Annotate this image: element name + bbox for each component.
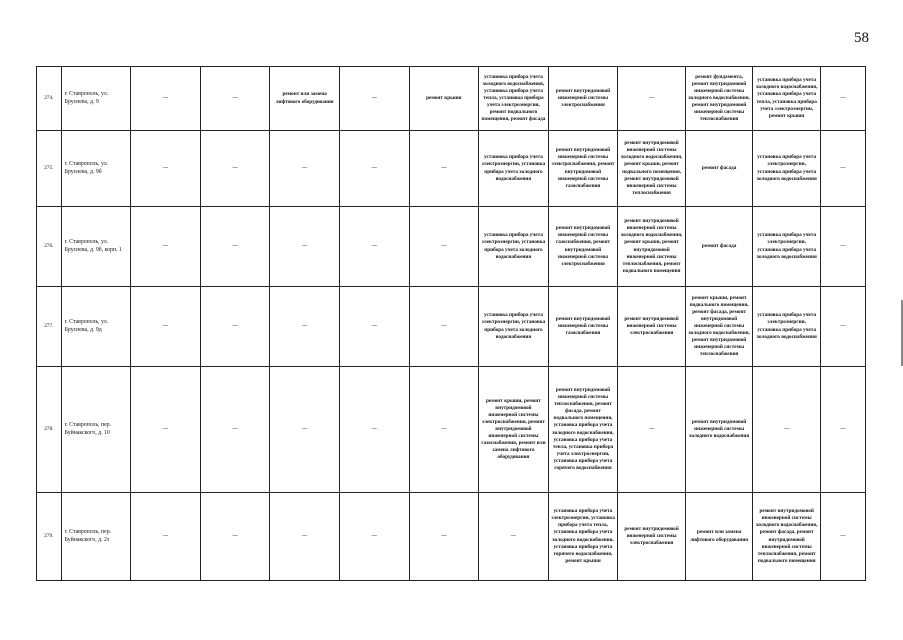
work-cell: — bbox=[131, 287, 201, 367]
work-cell: ремонт внутридомовой инженерной системы электроснабжения bbox=[618, 493, 686, 581]
work-cell: — bbox=[409, 131, 479, 207]
work-cell: — bbox=[479, 493, 549, 581]
work-cell: — bbox=[270, 131, 340, 207]
work-cell: — bbox=[270, 207, 340, 287]
page-number: 58 bbox=[854, 30, 869, 46]
table-row bbox=[37, 493, 866, 581]
work-cell: ремонт или замена лифтового оборудования bbox=[685, 493, 753, 581]
work-cell: ремонт внутридомовой инженерной системы холодного водоснабжения, ремонт крыши, ремонт внутридомовой инженерной системы теплоснабжения, ремонт подвального помещения bbox=[618, 207, 686, 287]
repair-schedule-table bbox=[36, 66, 866, 581]
work-cell: — bbox=[618, 67, 686, 131]
work-cell: — bbox=[200, 207, 270, 287]
work-cell: — bbox=[339, 287, 409, 367]
work-cell: — bbox=[409, 287, 479, 367]
work-cell: установка прибора учета электроэнергии, установка прибора учета холодного водоснабжения bbox=[479, 131, 549, 207]
work-cell: — bbox=[270, 493, 340, 581]
work-cell: ремонт внутридомовой инженерной системы холодного водоснабжения bbox=[685, 367, 753, 493]
work-cell: ремонт или замена лифтового оборудования bbox=[270, 67, 340, 131]
work-cell: — bbox=[200, 131, 270, 207]
work-cell: — bbox=[131, 207, 201, 287]
work-cell: ремонт внутридомовой инженерной системы газоснабжения bbox=[548, 287, 618, 367]
work-cell: установка прибора учета электроэнергии, установка прибора учета тепла, установка прибора учета холодного водоснабжения, установка прибора учета горячего водоснабжения, ремонт крыши bbox=[548, 493, 618, 581]
row-number: 278. bbox=[37, 367, 62, 493]
work-cell: — bbox=[270, 287, 340, 367]
work-cell: ремонт внутридомовой инженерной системы холодного водоснабжения, ремонт фасада, ремонт внутридомовой инженерной системы теплоснабжения, ремонт подвального помещения bbox=[753, 493, 821, 581]
table-row bbox=[37, 367, 866, 493]
work-cell: ремонт внутридомовой инженерной системы газоснабжения, ремонт внутридомовой инженерной системы электроснабжения bbox=[548, 207, 618, 287]
work-cell: ремонт фасада bbox=[685, 131, 753, 207]
work-cell: установка прибора учета электроэнергии, установка прибора учета холодного водоснабжения bbox=[479, 287, 549, 367]
work-cell: ремонт внутридомовой инженерной системы электроснабжения, ремонт внутридомовой инженерной системы газоснабжения bbox=[548, 131, 618, 207]
row-number: 276. bbox=[37, 207, 62, 287]
work-cell: — bbox=[409, 367, 479, 493]
work-cell: — bbox=[820, 131, 865, 207]
work-cell: — bbox=[820, 67, 865, 131]
work-cell: установка прибора учета электроэнергии, установка прибора учета холодного водоснабжения bbox=[753, 131, 821, 207]
work-cell: — bbox=[200, 287, 270, 367]
work-cell: ремонт внутридомовой инженерной системы электроснабжения bbox=[618, 287, 686, 367]
work-cell: — bbox=[618, 367, 686, 493]
work-cell: — bbox=[409, 493, 479, 581]
work-cell: — bbox=[339, 67, 409, 131]
table-row bbox=[37, 287, 866, 367]
work-cell: — bbox=[753, 367, 821, 493]
work-cell: ремонт фундамента, ремонт внутридомовой инженерной системы холодного водоснабжения, ремонт внутридомовой инженерной системы теплоснабжения bbox=[685, 67, 753, 131]
work-cell: — bbox=[200, 67, 270, 131]
work-cell: — bbox=[820, 493, 865, 581]
work-cell: — bbox=[409, 207, 479, 287]
work-cell: установка прибора учета холодного водоснабжения, установка прибора учета тепла, установка прибора учета электроэнергии, ремонт крыши bbox=[753, 67, 821, 131]
work-cell: — bbox=[131, 67, 201, 131]
work-cell: ремонт фасада bbox=[685, 207, 753, 287]
work-cell: — bbox=[131, 493, 201, 581]
row-number: 274. bbox=[37, 67, 62, 131]
row-number: 279. bbox=[37, 493, 62, 581]
work-cell: ремонт внутридомовой инженерной системы электроснабжения bbox=[548, 67, 618, 131]
address-cell: г. Ставрополь, пер. Буйнакского, д. 2з bbox=[61, 493, 131, 581]
work-cell: ремонт внутридомовой инженерной системы теплоснабжения, ремонт фасада, ремонт подвального помещения, установка прибора учета холодного водоснабжения, установка прибора учета тепла, установка прибора учета электроэнергии, установка прибора учета горячего водоснабжения bbox=[548, 367, 618, 493]
table-row bbox=[37, 207, 866, 287]
work-cell: — bbox=[820, 287, 865, 367]
work-cell: ремонт крыши, ремонт подвального помещения, ремонт фасада, ремонт внутридомовой инженерной системы холодного водоснабжения, ремонт внутридомовой инженерной системы теплоснабжения bbox=[685, 287, 753, 367]
work-cell: установка прибора учета холодного водоснабжения, установка прибора учета тепла, установка прибора учета электроэнергии, ремонт подвального помещения, ремонт фасада bbox=[479, 67, 549, 131]
table-row bbox=[37, 67, 866, 131]
work-cell: — bbox=[270, 367, 340, 493]
work-cell: — bbox=[339, 131, 409, 207]
table-row bbox=[37, 131, 866, 207]
work-cell: установка прибора учета электроэнергии, установка прибора учета холодного водоснабжения bbox=[753, 207, 821, 287]
work-cell: ремонт крыши, ремонт внутридомовой инженерной системы электроснабжения, ремонт внутридомовой инженерной системы газоснабжения, ремонт или замена лифтового оборудования bbox=[479, 367, 549, 493]
work-cell: ремонт крыши bbox=[409, 67, 479, 131]
work-cell: — bbox=[339, 207, 409, 287]
work-cell: ремонт внутридомовой инженерной системы холодного водоснабжения, ремонт крыши, ремонт подвального помещения, ремонт внутридомовой инженерной системы теплоснабжения bbox=[618, 131, 686, 207]
work-cell: — bbox=[131, 131, 201, 207]
address-cell: г. Ставрополь, ул. Бруснева, д. 9д bbox=[61, 287, 131, 367]
address-cell: г. Ставрополь, ул. Бруснева, д. 9б, корп. 1 bbox=[61, 207, 131, 287]
work-cell: — bbox=[339, 367, 409, 493]
work-cell: — bbox=[200, 367, 270, 493]
work-cell: — bbox=[200, 493, 270, 581]
row-number: 277. bbox=[37, 287, 62, 367]
work-cell: установка прибора учета электроэнергии, установка прибора учета холодного водоснабжения bbox=[479, 207, 549, 287]
work-cell: — bbox=[820, 207, 865, 287]
address-cell: г. Ставрополь, ул. Бруснева, д. 9б bbox=[61, 131, 131, 207]
work-cell: — bbox=[820, 367, 865, 493]
address-cell: г. Ставрополь, пер. Буйнакского, д. 10 bbox=[61, 367, 131, 493]
address-cell: г. Ставрополь, ул. Бруснева, д. 9 bbox=[61, 67, 131, 131]
work-cell: — bbox=[339, 493, 409, 581]
work-cell: — bbox=[131, 367, 201, 493]
row-number: 275. bbox=[37, 131, 62, 207]
work-cell: установка прибора учета электроэнергии, установка прибора учета холодного водоснабжения bbox=[753, 287, 821, 367]
